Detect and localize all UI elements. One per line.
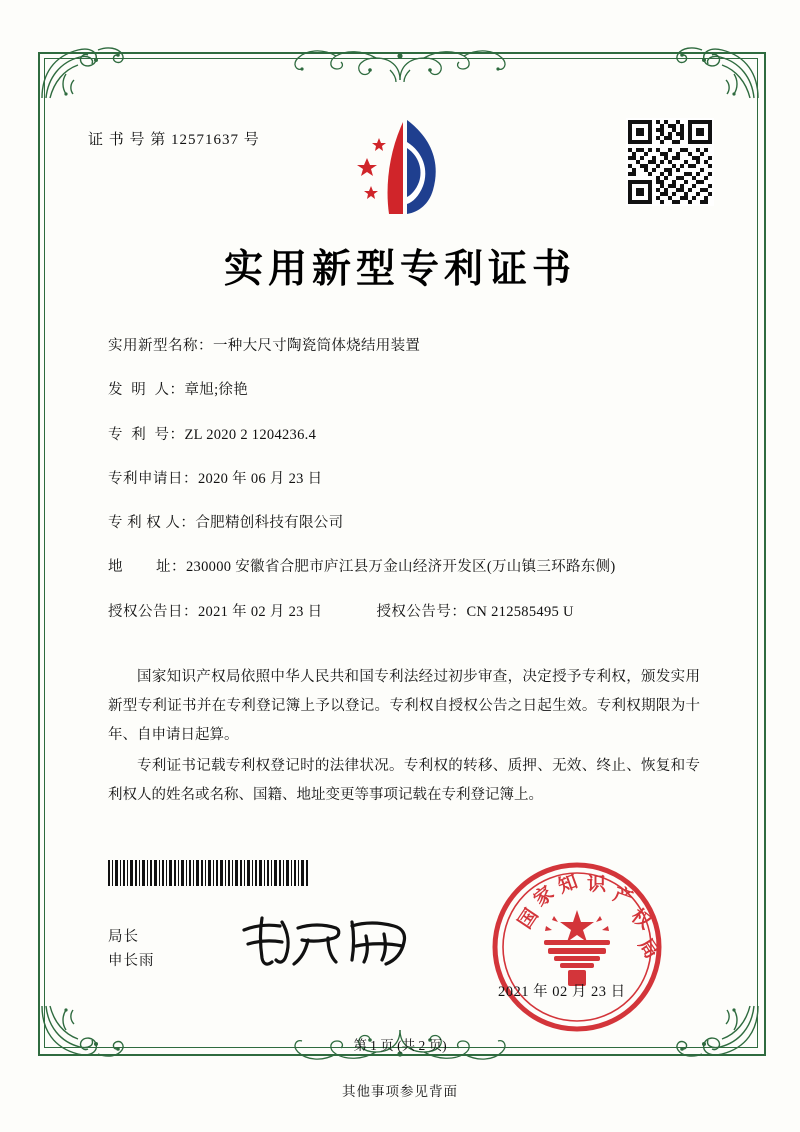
svg-text:权: 权 [626,904,656,934]
field-label: 发 明 人： [108,382,185,399]
grant-number-group [376,602,573,624]
svg-text:局: 局 [633,934,663,963]
field-label: 实用新型名称： [108,338,213,354]
corner-ornament-icon [672,34,764,104]
signature-name: 申长雨 [108,952,155,969]
signature-title: 局长 [108,929,139,945]
footnote: 其他事项参见背面 [342,1084,458,1099]
field-value-grant-date: 2021 年 02 月 23 日 [198,603,323,620]
field-value: 合肥精创科技有限公司 [195,515,344,531]
cnipa-logo-icon [345,112,457,220]
seal-date: 2021 年 02 月 23 日 [498,984,626,1000]
field-value: 一种大尺寸陶瓷筒体烧结用装置 [213,338,421,354]
handwritten-signature-icon [236,908,426,972]
field-row-name [108,336,708,358]
field-label: 专 利 号： [108,426,185,443]
field-row-address [108,557,708,579]
page-title: 实用新型专利证书 [223,246,576,292]
svg-text:国: 国 [513,904,543,933]
field-row-patent-number [108,425,708,447]
corner-ornament-icon [36,34,128,104]
top-flourish-icon [250,36,550,84]
field-value: 章旭;徐艳 [184,382,249,399]
field-label: 专利申请日： [108,470,198,487]
field-row-application-date [108,469,708,491]
field-label: 地 址： [108,559,186,576]
svg-text:知: 知 [555,870,581,898]
paragraph-2: 专利证书记载专利权登记时的法律状况。专利权的转移、质押、无效、终止、恢复和专利权人的姓名或名称、国籍、地址变更等事项记载在专利登记簿上。 [108,758,700,803]
signature-block [108,926,155,974]
certificate-number: 证 书 号 第 12571637 号 [88,132,260,148]
field-value-grant-number: CN 212585495 U [466,603,574,620]
paragraph-1: 国家知识产权局依照中华人民共和国专利法经过初步审查，决定授予专利权，颁发实用新型专利证书并在专利登记簿上予以登记。专利权自授权公告之日起生效。专利权期限为十年、自申请日起算。 [108,669,700,743]
field-row-inventor [108,380,708,402]
barcode-icon [108,860,308,886]
national-emblem-seal-icon [482,852,672,1042]
svg-text:产: 产 [610,883,636,911]
field-label-grant-date: 授权公告日： [108,603,198,620]
svg-text:家: 家 [529,881,559,911]
field-list [108,336,708,646]
field-row-patentee [108,513,708,535]
field-label: 专 利 权 人： [108,515,196,531]
field-value: 2020 年 06 月 23 日 [198,470,323,487]
field-label-grant-number: 授权公告号： [376,603,467,620]
field-value: 230000 安徽省合肥市庐江县万金山经济开发区(万山镇三环路东侧) [186,559,616,576]
qr-code-icon [626,118,714,206]
svg-text:识: 识 [587,873,607,895]
page-number: 第 1 页 (共 2 页) [353,1038,447,1053]
body-paragraphs [108,663,700,812]
field-row-grant [108,602,708,624]
field-value: ZL 2020 2 1204236.4 [184,426,317,443]
